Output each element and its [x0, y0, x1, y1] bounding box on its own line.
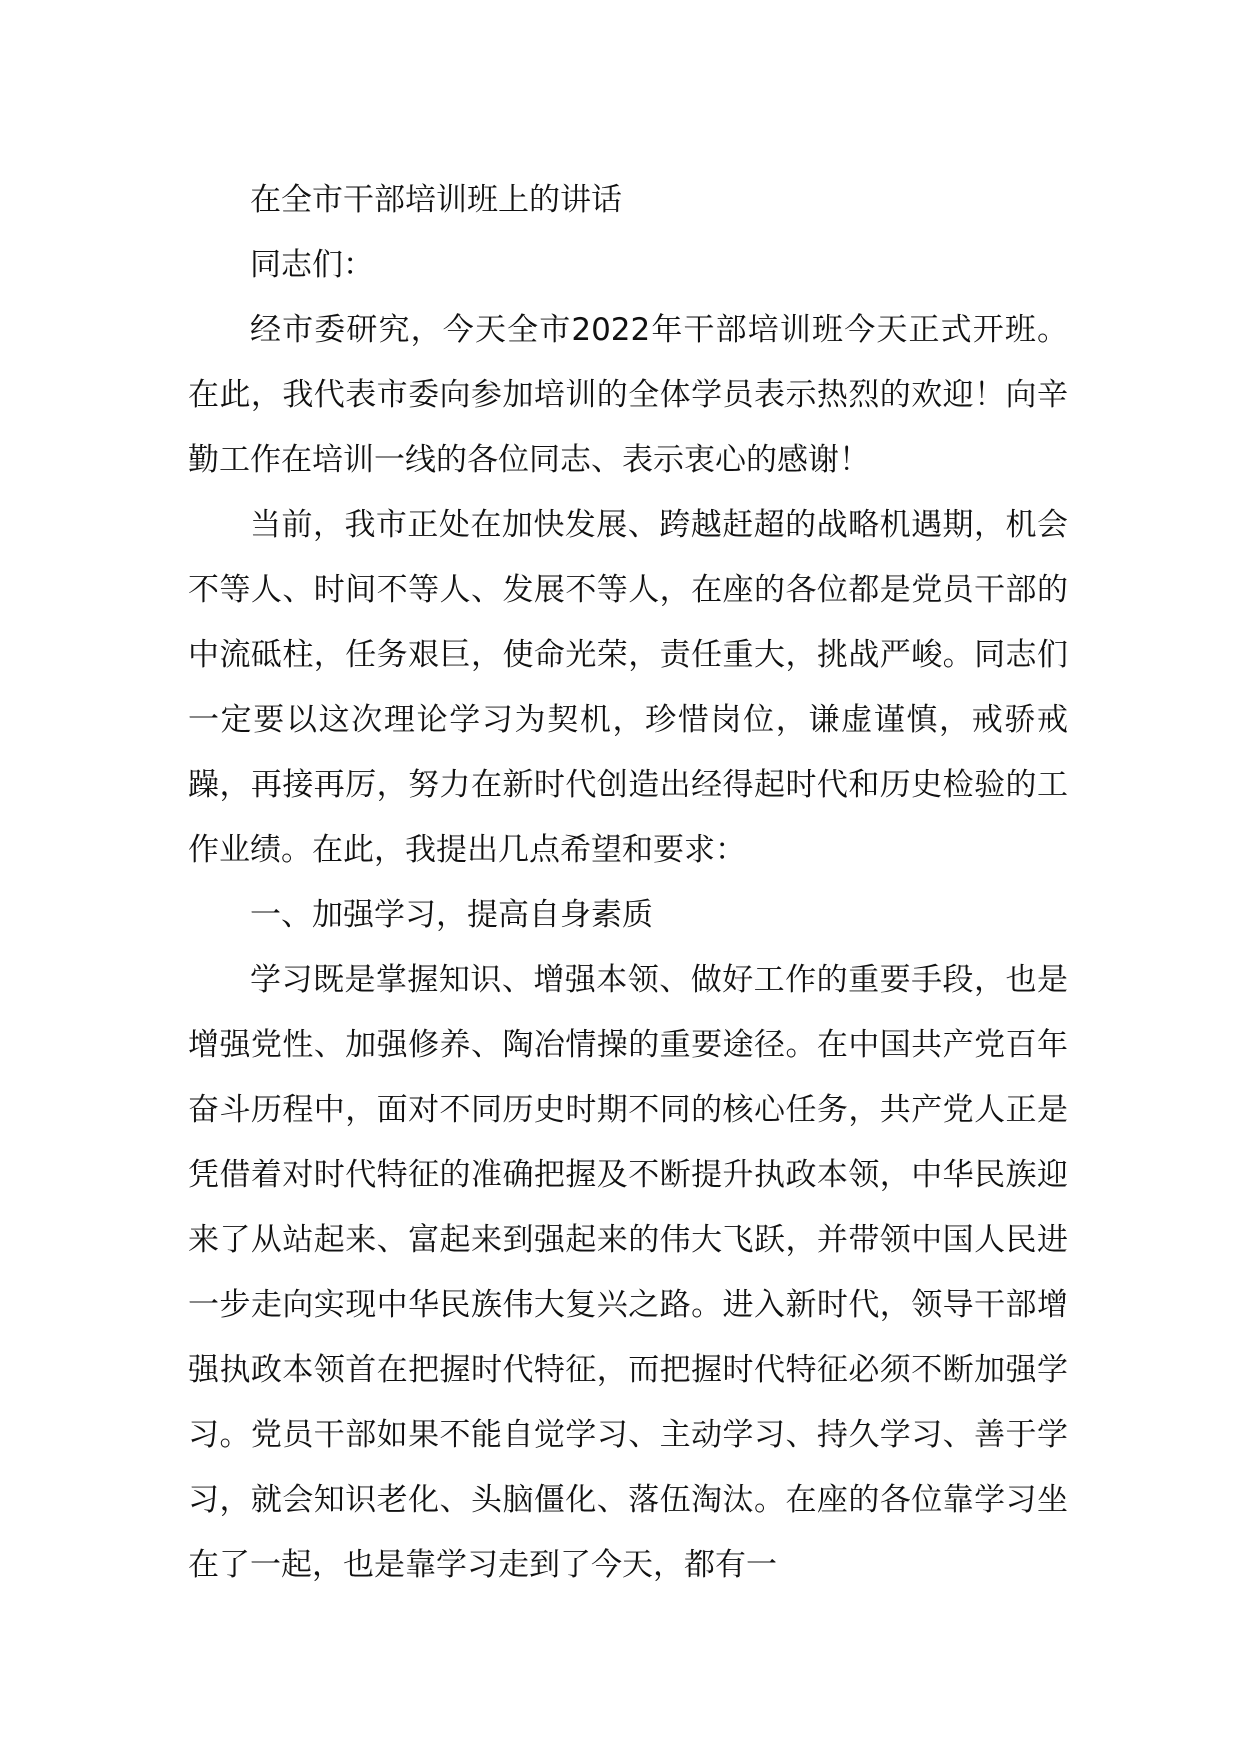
document-body [188, 168, 1068, 1598]
speech-title: 在全市干部培训班上的讲话 [250, 182, 622, 218]
section-heading: 一、加强学习，提高自身素质 [250, 897, 653, 933]
salutation: 同志们： [250, 247, 374, 283]
section-paragraph: 学习既是掌握知识、增强本领、做好工作的重要手段，也是增强党性、加强修养、陶冶情操的重要途径。在中国共产党百年奋斗历程中，面对不同历史时期不同的核心任务，共产党人正是凭借着对时代特征的准确把握及不断提升执政本领，中华民族迎来了从站起来、富起来到强起来的伟大飞跃，并带领中国人民进一步走向实现中华民族伟大复兴之路。进入新时代，领导干部增强执政本领首在把握时代特征，而把握时代特征必须不断加强学习。党员干部如果不能自觉学习、主动学习、持久学习、善于学习，就会知识老化、头脑僵化、落伍淘汰。在座的各位靠学习坐在了一起，也是靠学习走到了今天，都有一 [188, 962, 1068, 1583]
paragraph-context: 当前，我市正处在加快发展、跨越赶超的战略机遇期，机会不等人、时间不等人、发展不等人，在座的各位都是党员干部的中流砥柱，任务艰巨，使命光荣，责任重大，挑战严峻。同志们一定要以这次理论学习为契机，珍惜岗位，谦虚谨慎，戒骄戒躁，再接再厉，努力在新时代创造出经得起时代和历史检验的工作业绩。在此，我提出几点希望和要求： [188, 507, 1068, 868]
paragraph-opening: 经市委研究，今天全市2022年干部培训班今天正式开班。在此，我代表市委向参加培训的全体学员表示热烈的欢迎！向辛勤工作在培训一线的各位同志、表示衷心的感谢！ [188, 312, 1068, 478]
